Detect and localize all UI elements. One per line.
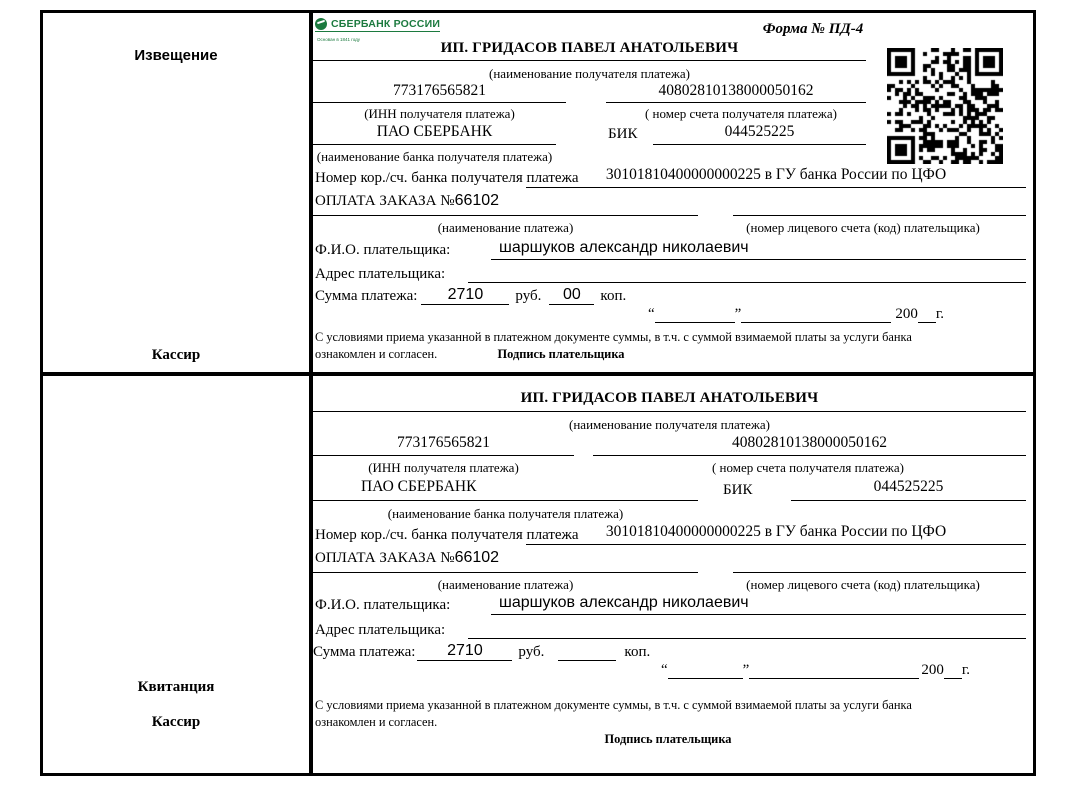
amount-row-2 bbox=[313, 642, 650, 661]
payer-fio-value: шаршуков александр николаевич bbox=[491, 239, 1026, 260]
account-caption: ( номер счета получателя платежа) bbox=[644, 106, 838, 121]
quote-open-2: “ bbox=[661, 662, 668, 678]
receipt-body bbox=[313, 376, 1033, 773]
bank-logo-text: СБЕРБАНК РОССИИ bbox=[331, 18, 441, 30]
year-blank bbox=[918, 308, 936, 323]
inn-value: 773176565821 bbox=[313, 82, 566, 103]
payer-address-label: Адрес плательщика: bbox=[315, 266, 446, 282]
amount-rub-value: 2710 bbox=[421, 286, 509, 305]
inn-caption-2: (ИНН получателя платежа) bbox=[368, 460, 519, 475]
corr-account-label: Номер кор./сч. банка получателя платежа bbox=[315, 170, 579, 186]
corr-account-value: 30101810400000000225 в ГУ банка России по ЦФО bbox=[526, 166, 1026, 188]
payer-fio-label-2: Ф.И.О. плательщика: bbox=[315, 597, 451, 613]
qr-code bbox=[887, 48, 1003, 164]
recipient-name: ИП. ГРИДАСОВ ПАВЕЛ АНАТОЛЬЕВИЧ bbox=[313, 40, 866, 61]
amount-label-2: Сумма платежа: bbox=[313, 644, 416, 660]
section-receipt bbox=[43, 376, 1033, 773]
corr-account-value-2: 30101810400000000225 в ГУ банка России по ЦФО bbox=[526, 523, 1026, 545]
agreement-text-1-2: С условиями приема указанной в платежном документе суммы, в т.ч. с суммой взимаемой платы за услуги банка bbox=[315, 698, 912, 712]
year-suffix-2: г. bbox=[961, 662, 971, 678]
amount-rub-value-2: 2710 bbox=[417, 642, 512, 661]
notice-body bbox=[313, 13, 1033, 372]
bik-value: 044525225 bbox=[653, 123, 866, 145]
bank-logo bbox=[315, 18, 440, 32]
date-day-blank bbox=[655, 308, 735, 323]
personal-account-caption-2: (номер лицевого счета (код) плательщика) bbox=[746, 577, 980, 592]
order-number: 66102 bbox=[454, 192, 500, 209]
recipient-name-caption: (наименование получателя платежа) bbox=[489, 66, 690, 81]
amount-kop-blank-2 bbox=[558, 643, 616, 661]
receipt-label: Квитанция bbox=[137, 679, 215, 695]
personal-account-blank bbox=[733, 192, 1026, 216]
recipient-name-caption-2: (наименование получателя платежа) bbox=[569, 417, 770, 432]
sberbank-logo-icon bbox=[315, 18, 327, 30]
kop-label: коп. bbox=[600, 288, 627, 304]
form-border bbox=[40, 10, 1036, 776]
payer-fio-label: Ф.И.О. плательщика: bbox=[315, 242, 451, 258]
year-blank-2 bbox=[944, 664, 962, 679]
payment-name bbox=[313, 192, 698, 216]
order-number-2: 66102 bbox=[454, 549, 500, 566]
quote-close: ” bbox=[734, 306, 742, 322]
account-caption-2: ( номер счета получателя платежа) bbox=[711, 460, 905, 475]
receipt-left-column bbox=[43, 376, 313, 773]
notice-left-column bbox=[43, 13, 313, 372]
notice-label: Извещение bbox=[134, 47, 218, 64]
cashier-label-2: Кассир bbox=[151, 714, 201, 730]
bik-label-2: БИК bbox=[723, 482, 753, 498]
bank-name-caption-2: (наименование банка получателя платежа) bbox=[387, 506, 624, 521]
form-number: Форма № ПД-4 bbox=[762, 21, 864, 37]
payer-address-blank-2 bbox=[468, 619, 1026, 639]
date-day-blank-2 bbox=[668, 664, 743, 679]
inn-caption: (ИНН получателя платежа) bbox=[364, 106, 515, 121]
bik-value-2: 044525225 bbox=[791, 478, 1026, 501]
year-prefix-2: 200 bbox=[921, 662, 944, 678]
date-line-2 bbox=[661, 662, 970, 679]
signature-label: Подпись плательщика bbox=[497, 347, 625, 361]
date-line bbox=[648, 306, 944, 323]
payment-name-2 bbox=[313, 549, 698, 573]
section-notice bbox=[43, 13, 1033, 372]
amount-kop-value: 00 bbox=[549, 286, 594, 305]
payer-address-blank bbox=[468, 263, 1026, 283]
bank-logo-subtext: Основан в 1841 году bbox=[317, 37, 361, 42]
payment-name-caption: (наименование платежа) bbox=[437, 220, 574, 235]
agreement-text-2: ознакомлен и согласен. bbox=[315, 347, 438, 361]
year-suffix: г. bbox=[935, 306, 945, 322]
payer-fio-value-2: шаршуков александр николаевич bbox=[491, 594, 1026, 615]
payer-address-label-2: Адрес плательщика: bbox=[315, 622, 446, 638]
date-month-blank bbox=[741, 308, 891, 323]
bank-name-caption: (наименование банка получателя платежа) bbox=[316, 149, 553, 164]
bank-name-2: ПАО СБЕРБАНК bbox=[313, 478, 698, 501]
payment-name-caption-2: (наименование платежа) bbox=[437, 577, 574, 592]
rub-label-2: руб. bbox=[518, 644, 545, 660]
personal-account-caption: (номер лицевого счета (код) плательщика) bbox=[746, 220, 980, 235]
year-prefix: 200 bbox=[895, 306, 918, 322]
amount-row bbox=[315, 286, 626, 305]
amount-label: Сумма платежа: bbox=[315, 288, 418, 304]
recipient-name-2: ИП. ГРИДАСОВ ПАВЕЛ АНАТОЛЬЕВИЧ bbox=[313, 390, 1026, 412]
date-month-blank-2 bbox=[749, 664, 919, 679]
quote-open: “ bbox=[648, 306, 655, 322]
rub-label: руб. bbox=[515, 288, 542, 304]
inn-value-2: 773176565821 bbox=[313, 434, 574, 456]
kop-label-2: коп. bbox=[624, 644, 651, 660]
payment-name-prefix-2: ОПЛАТА ЗАКАЗА № bbox=[315, 550, 455, 566]
agreement-text-2-2: ознакомлен и согласен. bbox=[315, 715, 438, 729]
cashier-label: Кассир bbox=[151, 347, 201, 363]
quote-close-2: ” bbox=[742, 662, 750, 678]
corr-account-label-2: Номер кор./сч. банка получателя платежа bbox=[315, 527, 579, 543]
personal-account-blank-2 bbox=[733, 549, 1026, 573]
account-value: 40802810138000050162 bbox=[606, 82, 866, 103]
account-value-2: 40802810138000050162 bbox=[593, 434, 1026, 456]
bank-name: ПАО СБЕРБАНК bbox=[313, 123, 556, 145]
agreement-text-1: С условиями приема указанной в платежном документе суммы, в т.ч. с суммой взимаемой платы за услуги банка bbox=[315, 330, 912, 344]
signature-label-2: Подпись плательщика bbox=[604, 732, 732, 746]
payment-name-prefix: ОПЛАТА ЗАКАЗА № bbox=[315, 193, 455, 209]
bik-label: БИК bbox=[608, 126, 638, 142]
